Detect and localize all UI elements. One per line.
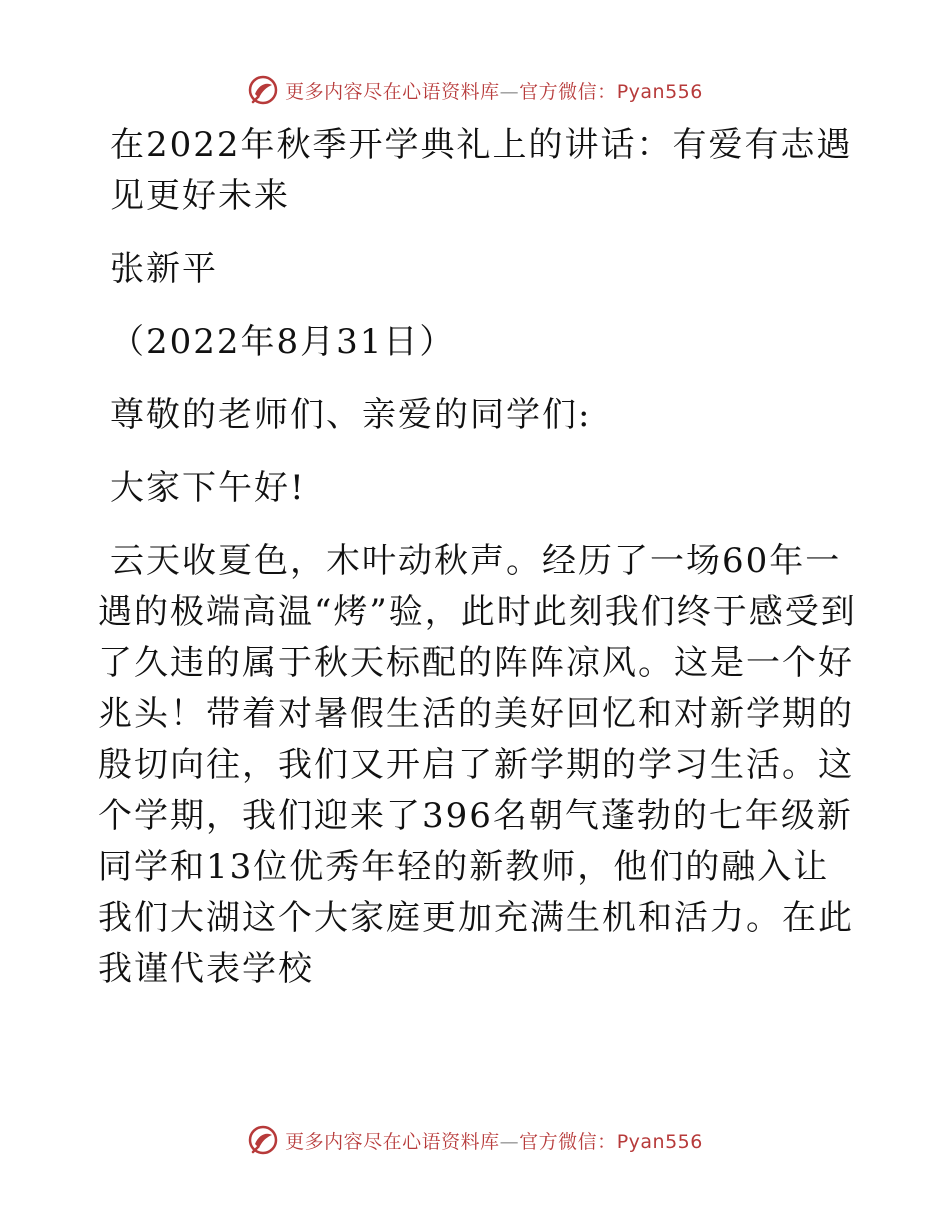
document-salutation: 尊敬的老师们、亲爱的同学们: <box>110 395 592 435</box>
banner-wechat-handle: Pyan556 <box>616 80 703 103</box>
document-author: 张新平 <box>110 249 218 289</box>
document-greeting: 大家下午好! <box>110 468 306 508</box>
brand-logo-icon <box>247 74 279 106</box>
banner-text <box>285 1127 703 1154</box>
footer-watermark-banner <box>0 1122 950 1158</box>
document-date: （2022年8月31日） <box>110 322 456 362</box>
banner-wechat-label: 官方微信： <box>519 1130 617 1153</box>
banner-text <box>285 77 703 104</box>
document-title: 在2022年秋季开学典礼上的讲话：有爱有志遇见更好未来 <box>110 125 853 216</box>
document-body-paragraph: 云天收夏色，木叶动秋声。经历了一场60年一遇的极端高温“烤”验，此时此刻我们终于感受到了久违的属于秋天标配的阵阵凉风。这是一个好兆头！带着对暑假生活的美好回忆和对新学期的殷切向往，我们又开启了新学期的学习生活。这个学期，我们迎来了396名朝气蓬勃的七年级新同学和13位优秀年轻的新教师，他们的融入让我们大湖这个大家庭更加充满生机和活力。在此我谨代表学校 <box>98 541 857 989</box>
brand-logo-icon <box>247 1124 279 1156</box>
header-watermark-banner <box>0 72 950 108</box>
banner-separator: — <box>499 1130 520 1153</box>
banner-wechat-label: 官方微信： <box>519 80 617 103</box>
banner-prefix: 更多内容尽在心语资料库 <box>285 1130 500 1153</box>
banner-prefix: 更多内容尽在心语资料库 <box>285 80 500 103</box>
banner-wechat-handle: Pyan556 <box>616 1130 703 1153</box>
banner-separator: — <box>499 80 520 103</box>
document-content <box>98 120 858 1017</box>
